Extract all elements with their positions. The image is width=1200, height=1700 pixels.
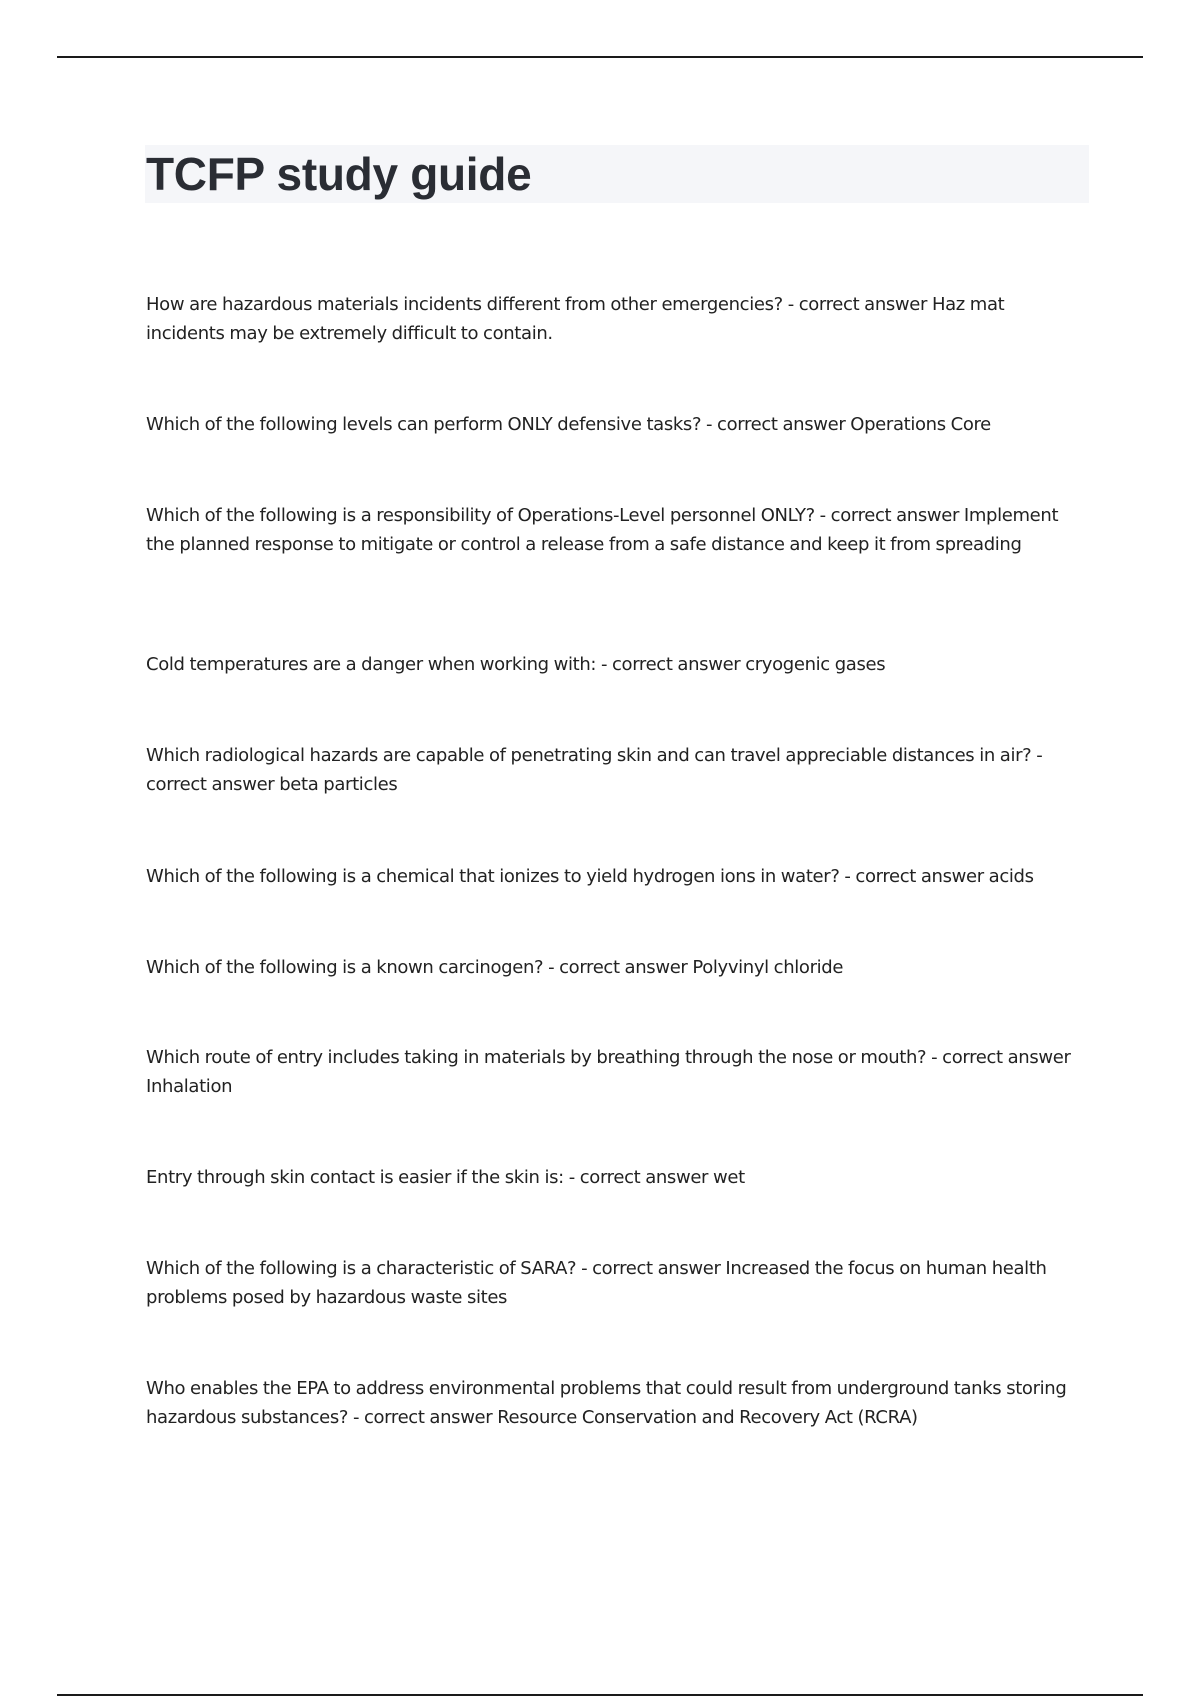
qa-item-9: Entry through skin contact is easier if the skin is: - correct answer wet <box>146 1167 745 1188</box>
qa-item-10: Which of the following is a characteristic of SARA? - correct answer Increased the focus on human health problems posed by hazardous waste sites <box>146 1258 1047 1308</box>
qa-item-3: Which of the following is a responsibility of Operations-Level personnel ONLY? - correct answer Implement the planned response to mitigate or control a release from a safe distance and keep it from spreading <box>146 505 1059 555</box>
qa-item-5: Which radiological hazards are capable of penetrating skin and can travel appreciable distances in air? - correct answer beta particles <box>146 745 1043 795</box>
qa-item-7: Which of the following is a known carcinogen? - correct answer Polyvinyl chloride <box>146 957 844 978</box>
qa-item-11: Who enables the EPA to address environmental problems that could result from underground tanks storing hazardous substances? - correct answer Resource Conservation and Recovery Act (RCRA) <box>146 1378 1067 1428</box>
qa-item-2: Which of the following levels can perform ONLY defensive tasks? - correct answer Operations Core <box>146 414 991 435</box>
top-divider <box>57 56 1143 58</box>
page-title: TCFP study guide <box>146 148 532 200</box>
qa-item-8: Which route of entry includes taking in materials by breathing through the nose or mouth? - correct answer Inhalation <box>146 1047 1071 1097</box>
qa-item-6: Which of the following is a chemical that ionizes to yield hydrogen ions in water? - correct answer acids <box>146 866 1034 887</box>
qa-item-4: Cold temperatures are a danger when working with: - correct answer cryogenic gases <box>146 654 886 675</box>
qa-item-1: How are hazardous materials incidents different from other emergencies? - correct answer Haz mat incidents may be extremely difficult to contain. <box>146 294 1005 344</box>
bottom-divider <box>57 1694 1143 1696</box>
